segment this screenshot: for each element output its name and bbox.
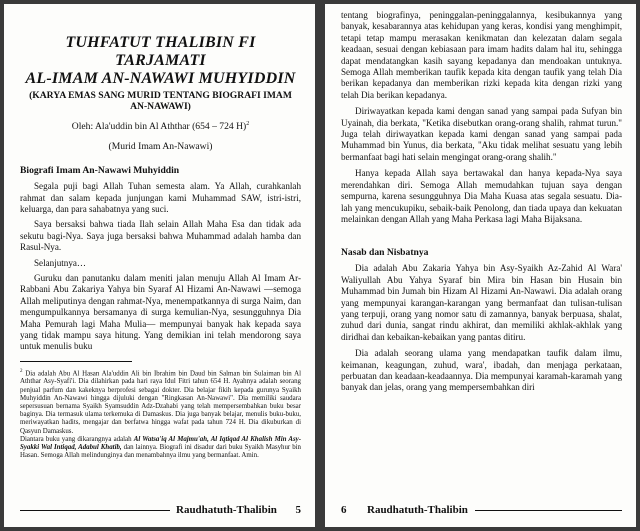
page-number: 5 xyxy=(295,504,301,516)
page-number: 6 xyxy=(341,504,347,516)
footnote-lead: Diantara buku yang dikarangnya adalah xyxy=(20,435,132,443)
running-title: Raudhatuth-Thalibin xyxy=(176,504,277,516)
footnote-text: Dia adalah Abu Al Hasan Ala'uddin Ali bin Ibrahim bin Daud bin Salman bin Sulaiman bin Al Aththar Asy-Syafi'i. Dia dilahirkan pada hari raya Idul Fitri tahun 654 H. Ayahnya adalah seorang penjual parfum dan kakeknya berprofesi sebagai dokter. Dia belajar fikih kepada gurunya Syaikh Muhyiddin An-Nawawi hingga dijuluki dengan "Ringkasan An-Nawawi". Dia memiliki saudara sepersusuan bernama Syaikh Syamsuddin Adz-Dzahabi yang telah mempersembahkan buku besar baginya. Dia termasuk ulama terkemuka di Damaskus. Dia juga banyak belajar, menulis buku-buku, meriwayatkan hadits, mengajar dan berfatwa hingga wafat pada tahun 724 H. Dia dikuburkan di Qasyun Damaskus. xyxy=(20,370,301,435)
book-title-line2: AL-IMAM AN-NAWAWI MUHYIDDIN xyxy=(25,70,296,87)
author-name: Oleh: Ala'uddin bin Al Aththar (654 – 724 H) xyxy=(71,121,247,133)
paragraph: Segala puji bagi Allah Tuhan semesta alam. Ya Allah, curahkanlah rahmat dan salam kepada junjungan kami Muhammad SAW, istri-istri, keluarga, dan para sahabatnya yang suci. xyxy=(20,181,301,214)
left-page xyxy=(4,4,315,527)
section-heading: Biografi Imam An-Nawawi Muhyiddin xyxy=(20,165,180,177)
footnote-book-titles: Al Watsa'iq Al Majmu'ah, Al Iqtiqad Al Khalish Min Asy-Syakki Wal Intiqad, Adabul Khatib, xyxy=(20,435,301,451)
paragraph: Dia adalah seorang ulama yang mendapatkan taufik dalam ilmu, keimanan, keagungan, zuhud, wara', ibadah, dan menjaga perkataan, perbuatan dan keadaan-keadaannya. Dia mempunyai karamah-karamah yang banyak dan jelas, orang yang mempersembahkan diri xyxy=(341,348,622,393)
author-footnote-mark: 2 xyxy=(246,121,250,127)
paragraph: Guruku dan panutanku dalam meniti jalan menuju Allah Al Imam Ar-Rabbani Abu Zakariya Yahya bin Syaraf Al Hizami An-Nawawi —semoga Allah meliputinya dengan rahmat-Nya, menempatkannya di surga Naim, dan mengumpulkannya bersamanya di surga kemulian-Nya, sesungguhnya Dia Maha Pemurah lagi Maha Mulia— mempunyai banyak hak kepada saya yang tidak mampu saya hitung. Yang demikian ini telah mendorong saya untuk menulis buku xyxy=(20,273,301,352)
book-title-line1: TUHFATUT THALIBIN FI TARJAMATI xyxy=(65,34,256,69)
author-line xyxy=(20,118,301,133)
right-page xyxy=(325,4,636,527)
footnote xyxy=(20,368,301,436)
paragraph: Saya bersaksi bahwa tiada Ilah selain Allah Maha Esa dan tidak ada sekutu bagi-Nya. Saya juga bersaksi bahwa Muhammad adalah hamba dan Rasul-Nya. xyxy=(20,219,301,253)
page-footer xyxy=(341,503,622,517)
footnote-number: 2 xyxy=(20,368,23,374)
paragraph: Selanjutnya… xyxy=(34,257,87,268)
paragraph: Dia adalah Abu Zakaria Yahya bin Asy-Syaikh Az-Zahid Al Wara' Waliyullah Abu Yahya Syaraf bin Mira bin Hasan bin Husain bin Muhammad bin Jumah bin Hizam Al Hizami An-Nawawi. Dia adalah orang yang mempunyai karangan-karangan yang bermanfaat dan tulisan-tulisan yang terpuji, orang yang nomor satu di zamannya, banyak berpuasa, shalat, zuhud dari dunia, sangat rindu akhirat, dan memiliki akhlak-akhlak yang diridhai dan kebaikan-kebaikan yang pantas ditiru. xyxy=(341,263,622,342)
footer-rule xyxy=(20,510,170,511)
paragraph: tentang biografinya, peninggalan-peninggalannya, kesibukannya yang banyak, kesabarannya atas kehidupan yang keras, kondisi yang menghimpit, tetapi tetap mampu merasakan kenikmatan dan kelezatan dalam segala keadaan, sesuai dengan kebiasaan para imam hadits dalam hal itu, sehingga dapat mendatangkan kasih sayang kepadanya dan mendoakan untuknya. Semoga Allah memberikan taufik kepada kita dengan taufik yang telah Dia berikan kepadanya dan memberikan rizki kepada kita dengan rizki yang telah Dia berikan kepadanya. xyxy=(341,10,622,100)
footnote-continued xyxy=(20,436,301,461)
book-subtitle: (KARYA EMAS SANG MURID TENTANG BIOGRAFI IMAM AN-NAWAWI) xyxy=(29,90,292,112)
paragraph: Hanya kepada Allah saya bertawakal dan hanya kepada-Nya saya merendahkan diri. Semoga Allah memudahkan tujuan saya dengan sempurna, karena sesungguhnya Dia Maha Kuasa atas segala sesuatu. Dia-lah yang mencukupiku, sebaik-baik Penolong, dan tiada upaya dan kekuatan melainkan dengan Allah yang Maha Perkasa lagi Maha Bijaksana. xyxy=(341,168,622,224)
section-heading: Nasab dan Nisbatnya xyxy=(341,247,429,259)
footer-rule xyxy=(475,510,622,511)
author-role: (Murid Imam An-Nawawi) xyxy=(108,141,213,153)
paragraph: Diriwayatkan kepada kami dengan sanad yang sampai pada Sufyan bin Uyainah, dia berkata, "Ketika disebutkan orang-orang shalih, rahmat turun." Juga telah diriwayatkan kepada kami dengan sanad yang sampai pada Muhammad bin Yunus, dia berkata, "Aku tidak melihat sesuatu yang lebih bermanfaat bagi hati selain mengingat orang-orang shalih." xyxy=(341,106,622,162)
page-footer xyxy=(20,503,301,517)
running-title: Raudhatuth-Thalibin xyxy=(367,504,468,516)
footnote-tail: dan lainnya. Biografi ini disadur dari buku Syaikh Masyhur bin Hasan. Semoga Allah melindunginya dan menambahnya ilmu yang bermanfaat. Amin. xyxy=(20,444,301,460)
footnote-divider xyxy=(20,361,132,362)
